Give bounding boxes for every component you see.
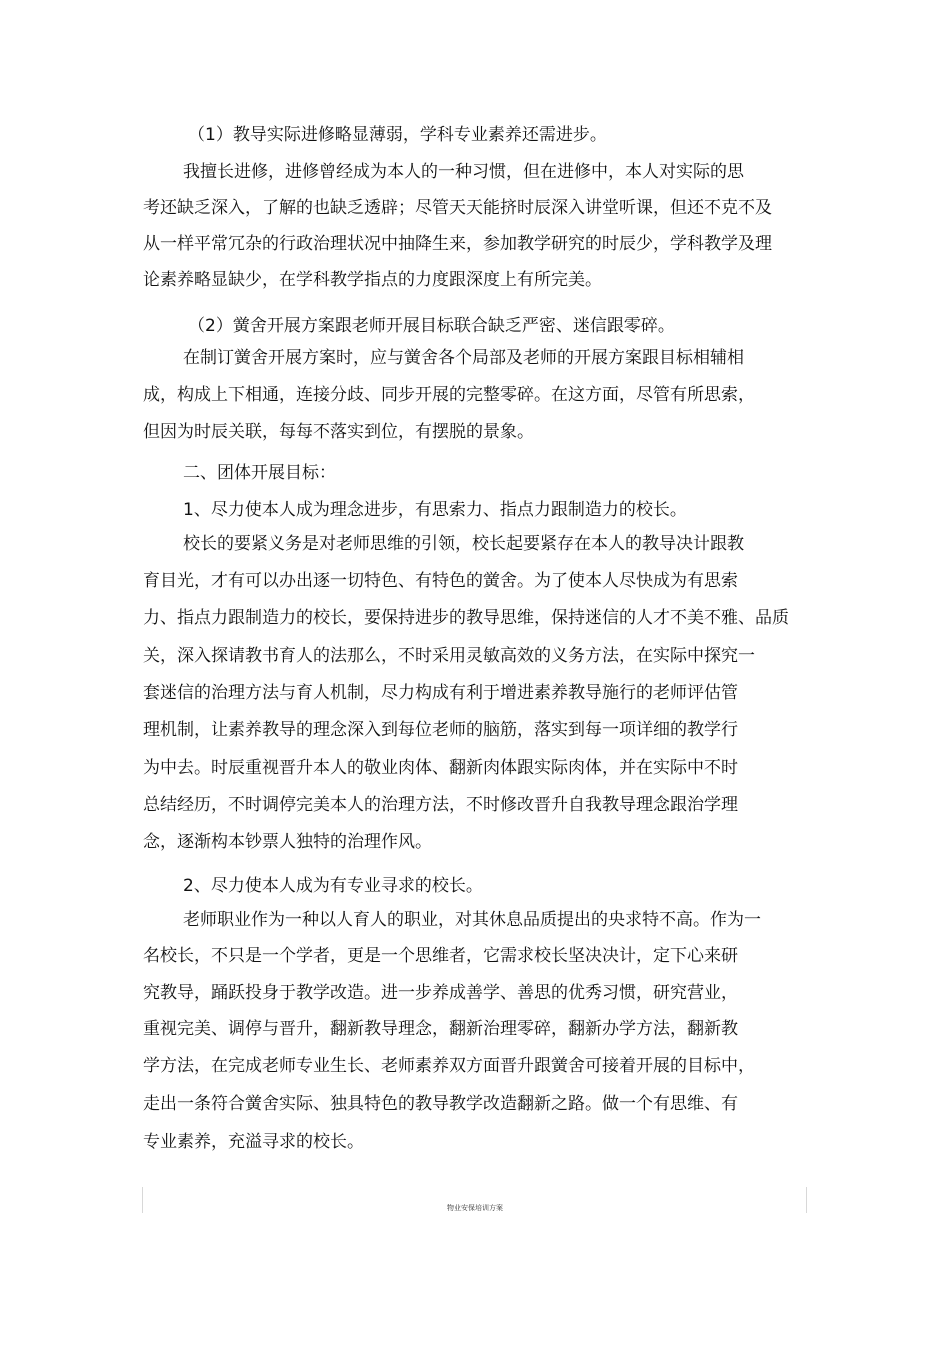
paragraph-line: 但因为时辰关联，每每不落实到位，有摆脱的景象。 (143, 422, 534, 442)
subheading-4: 2、尽力使本人成为有专业寻求的校长。 (183, 876, 483, 896)
paragraph-line: 在制订黉舍开展方案时，应与黉舍各个局部及老师的开展方案跟目标相辅相 (183, 348, 744, 368)
page-footer: 物业安保培训方案 (447, 1204, 503, 1212)
paragraph-line: 总结经历，不时调停完美本人的治理方法，不时修改晋升自我教导理念跟治学理 (143, 795, 738, 815)
paragraph-line: 老师职业作为一种以人育人的职业，对其休息品质提出的央求特不高。作为一 (183, 910, 761, 930)
paragraph-line: 从一样平常冗杂的行政治理状况中抽降生来，参加教学研究的时辰少，学科教学及理 (143, 234, 772, 254)
paragraph-line: 名校长，不只是一个学者，更是一个思维者，它需求校长坚决决计，定下心来研 (143, 946, 738, 966)
paragraph-line: 我擅长进修，进修曾经成为本人的一种习惯，但在进修中，本人对实际的思 (183, 162, 744, 182)
paragraph-line: 念，逐渐构本钞票人独特的治理作风。 (143, 832, 432, 852)
subheading-3: 1、尽力使本人成为理念进步，有思索力、指点力跟制造力的校长。 (183, 500, 687, 520)
section-heading: 二、团体开展目标： (183, 463, 336, 483)
paragraph-line: 力、指点力跟制造力的校长，要保持进步的教导思维，保持迷信的人才不美不雅、品质 (143, 608, 789, 628)
subheading-2: （2）黉舍开展方案跟老师开展目标联合缺乏严密、迷信跟零碎。 (188, 316, 675, 336)
paragraph-line: 专业素养，充溢寻求的校长。 (143, 1132, 364, 1152)
paragraph-line: 论素养略显缺少，在学科教学指点的力度跟深度上有所完美。 (143, 270, 602, 290)
paragraph-line: 成，构成上下相通，连接分歧、同步开展的完整零碎。在这方面，尽管有所思索， (143, 385, 755, 405)
paragraph-line: 理机制，让素养教导的理念深入到每位老师的脑筋，落实到每一项详细的教学行 (143, 720, 738, 740)
paragraph-line: 究教导，踊跃投身于教学改造。进一步养成善学、善思的优秀习惯，研究营业， (143, 983, 738, 1003)
paragraph-line: 育目光，才有可以办出逐一切特色、有特色的黉舍。为了使本人尽快成为有思索 (143, 571, 738, 591)
paragraph-line: 套迷信的治理方法与育人机制，尽力构成有利于增进素养教导施行的老师评估管 (143, 683, 738, 703)
paragraph-line: 学方法，在完成老师专业生长、老师素养双方面晋升跟黉舍可接着开展的目标中， (143, 1056, 755, 1076)
subheading-1: （1）教导实际进修略显薄弱，学科专业素养还需进步。 (188, 125, 607, 145)
paragraph-line: 为中去。时辰重视晋升本人的敬业肉体、翻新肉体跟实际肉体，并在实际中不时 (143, 758, 738, 778)
paragraph-line: 关，深入探请教书育人的法那么，不时采用灵敏高效的义务方法，在实际中探究一 (143, 646, 755, 666)
paragraph-line: 重视完美、调停与晋升，翻新教导理念，翻新治理零碎，翻新办学方法，翻新教 (143, 1019, 738, 1039)
paragraph-line: 校长的要紧义务是对老师思维的引领，校长起要紧存在本人的教导决计跟教 (183, 534, 744, 554)
paragraph-line: 考还缺乏深入，了解的也缺乏透辟；尽管天天能挤时辰深入讲堂听课，但还不克不及 (143, 198, 772, 218)
paragraph-line: 走出一条符合黉舍实际、独具特色的教导教学改造翻新之路。做一个有思维、有 (143, 1094, 738, 1114)
